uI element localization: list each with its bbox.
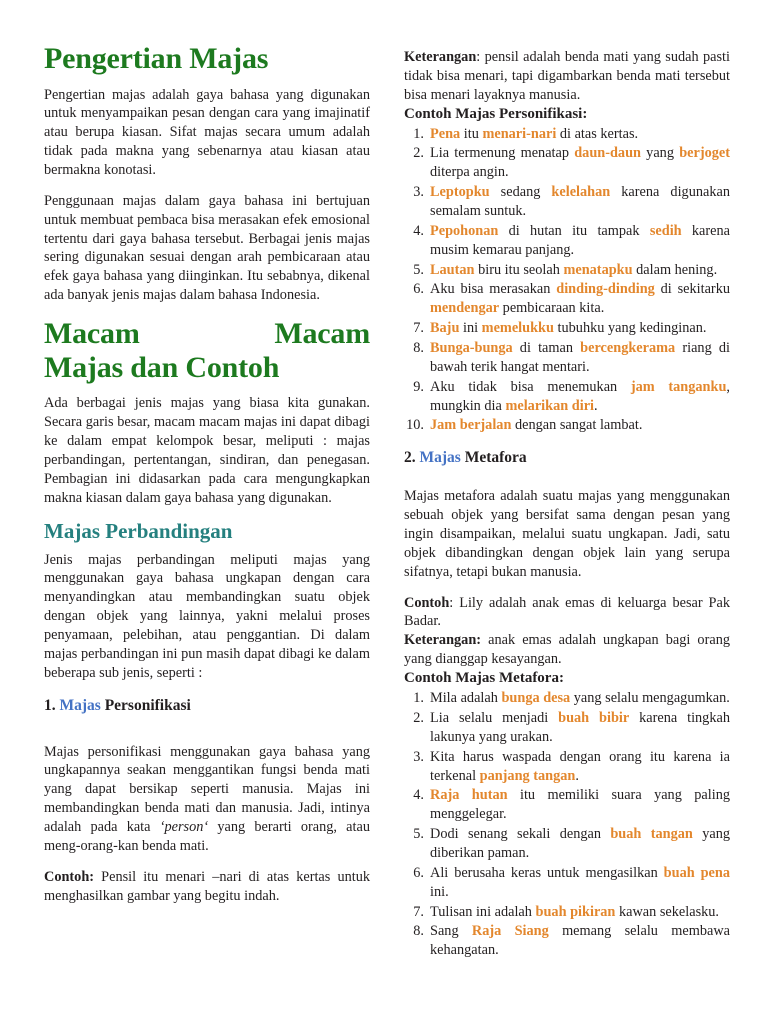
list-item bbox=[430, 825, 730, 863]
metafora-paragraph: Majas metafora adalah suatu majas yang menggunakan sebuah objek yang bersifat sama dengan pesan yang ingin disampaikan, melalui suatu ungkapan. Jadi, satu objek dibandingkan dengan objek lain yang serupa sifatnya, tetapi bukan manusia. bbox=[404, 488, 730, 580]
intro-paragraph-2: Penggunaan majas dalam gaya bahasa ini bertujuan untuk membuat pembaca bisa merasakan efek emosional tertentu dari gaya bahasa tersebut. Berbagai jenis majas sering digunakan sesuai dengan arah pembicaraan atau efek gaya bahasa yang diinginkan. Itu sebabnya, dikenal ada banyak jenis majas dalam bahasa Indonesia. bbox=[44, 192, 370, 304]
highlighted-term: bunga desa bbox=[501, 690, 571, 707]
personifikasi-paragraph-a: Majas personifikasi menggunakan gaya bahasa yang ungkapannya seakan menggantikan fungsi benda mati yang dapat bersikap seperti manusia. Majas ini membandingkan benda mati dan manusia. Jadi, intinya adalah pada kata bbox=[44, 743, 370, 836]
highlighted-term: dinding-dinding bbox=[556, 281, 655, 298]
highlighted-term: sedih bbox=[649, 222, 682, 239]
highlighted-term: menari-nari bbox=[482, 125, 557, 142]
list-item-text: memang selalu membawa kehangatan. bbox=[430, 923, 730, 959]
metafora-example-list bbox=[404, 689, 730, 960]
section-heading-line-2 bbox=[44, 351, 370, 385]
heading-contoh-personifikasi: Contoh Majas Personifikasi: bbox=[404, 105, 588, 122]
list-item bbox=[430, 864, 730, 902]
left-column bbox=[44, 42, 370, 917]
list-item-text: yang diberikan paman. bbox=[430, 826, 730, 861]
list-item-text: karena tingkah lakunya yang urakan. bbox=[430, 709, 730, 745]
list-item-text: biru itu seolah bbox=[474, 261, 564, 278]
heading-majas-personifikasi bbox=[44, 697, 370, 715]
list-item bbox=[430, 903, 730, 922]
list-item bbox=[430, 261, 730, 280]
highlighted-term: Pepohonan bbox=[430, 222, 499, 239]
list-item-text: dengan sangat lambat. bbox=[511, 417, 643, 434]
metafora-contoh bbox=[404, 594, 730, 632]
list-item-text: tubuhku yang kedinginan. bbox=[553, 320, 707, 337]
highlighted-term: buah pena bbox=[663, 864, 730, 881]
list-item-text: ini bbox=[459, 320, 482, 337]
list-item-text: Aku bisa merasakan bbox=[430, 281, 557, 298]
personifikasi-contoh-label: Contoh: bbox=[44, 868, 95, 885]
spacer bbox=[404, 473, 730, 487]
list-item bbox=[430, 280, 730, 318]
list-item-text: sedang bbox=[489, 184, 552, 201]
list-item-text: Aku tidak bisa menemukan bbox=[430, 378, 631, 395]
list-item bbox=[430, 786, 730, 824]
highlighted-term: buah bibir bbox=[558, 709, 630, 726]
highlighted-term: daun-daun bbox=[574, 145, 641, 162]
highlighted-term: Bunga-bunga bbox=[430, 340, 513, 357]
list-item-text: . bbox=[594, 397, 598, 414]
heading-contoh-metafora: Contoh Majas Metafora: bbox=[404, 670, 564, 687]
list-item-text: Tulisan ini adalah bbox=[430, 903, 536, 920]
list-item-text: karena musim kemarau panjang. bbox=[430, 222, 731, 258]
list-item bbox=[430, 378, 730, 416]
section-paragraph: Ada berbagai jenis majas yang biasa kita gunakan. Secara garis besar, macam macam majas ini dapat dibagi ke dalam empat kelompok besar, meliputi : majas perbandingan, pertentangan, sindiran, dan penegasan. Pembagian ini didasarkan pada cara mengungkapkan makna kiasan dalam gaya bahasa yang digunakan. bbox=[44, 395, 370, 506]
list-item-text: Kita harus waspada dengan orang itu karena ia terkenal bbox=[430, 748, 730, 784]
highlighted-term: melarikan diri bbox=[505, 397, 595, 414]
highlighted-term: Raja hutan bbox=[430, 787, 508, 804]
list-item-text: . bbox=[575, 767, 579, 784]
metafora-contoh-label: Contoh bbox=[404, 594, 450, 611]
list-item bbox=[430, 709, 730, 747]
personifikasi-heading-rest: Personifikasi bbox=[104, 696, 191, 714]
keterangan-personifikasi bbox=[404, 48, 730, 105]
perbandingan-paragraph: Jenis majas perbandingan meliputi majas yang menggunakan gaya bahasa ungkapan dengan cara menyandingkan atau membandingkan suatu objek dengan objek yang lainnya, yakni melalui proses penyamaan, pelebihan, atau penggantian. Di dalam majas perbandingan ini pun masih dapat dibagi ke dalam beberapa sub jenis, seperti : bbox=[44, 551, 370, 681]
highlighted-term: kelelahan bbox=[551, 184, 611, 201]
metafora-heading-accent: Majas bbox=[419, 449, 461, 467]
highlighted-term: Pena bbox=[430, 125, 461, 142]
list-item-text: Lia selalu menjadi bbox=[430, 709, 559, 726]
highlighted-term: bercengkerama bbox=[580, 340, 676, 357]
personifikasi-example-list bbox=[404, 125, 730, 436]
intro-paragraph-1: Pengertian majas adalah gaya bahasa yang digunakan untuk menyampaikan pesan dengan cara yang imajinatif atau berupa kiasan. Sifat majas secara umum adalah tidak pada makna yang sebenarnya atau kiasan atau bermakna konotasi. bbox=[44, 86, 370, 179]
list-item bbox=[430, 748, 730, 786]
highlighted-term: Baju bbox=[430, 320, 460, 337]
list-item bbox=[430, 339, 730, 377]
highlighted-term: menatapku bbox=[563, 261, 633, 278]
list-item-text: Dodi senang sekali dengan bbox=[430, 826, 611, 843]
highlighted-term: mendengar bbox=[430, 300, 500, 317]
list-item-text: riang di bawah terik hangat mentari. bbox=[430, 340, 730, 375]
list-item-text: karena digunakan semalam suntuk. bbox=[430, 184, 730, 220]
list-item-text: pembicaraan kita. bbox=[499, 300, 605, 317]
list-item bbox=[430, 319, 730, 338]
spacer bbox=[44, 721, 370, 743]
page-title: Pengertian Majas bbox=[44, 42, 269, 75]
section-heading-macam-majas bbox=[44, 317, 370, 384]
list-item-text: Lia termenung menatap bbox=[430, 145, 575, 162]
list-item bbox=[430, 183, 730, 221]
list-item-text: itu bbox=[460, 125, 483, 142]
list-item-text: di atas kertas. bbox=[556, 125, 639, 142]
list-item bbox=[430, 144, 730, 182]
section-heading-line-1 bbox=[44, 317, 370, 351]
list-item-text: Sang bbox=[430, 923, 472, 940]
list-item-text: Mila adalah bbox=[430, 690, 502, 707]
heading-majas-perbandingan: Majas Perbandingan bbox=[44, 519, 233, 544]
list-item-text: ini. bbox=[430, 883, 449, 900]
highlighted-term: Lautan bbox=[430, 261, 475, 278]
highlighted-term: Jam berjalan bbox=[430, 417, 512, 434]
highlighted-term: buah pikiran bbox=[535, 903, 616, 920]
highlighted-term: Leptopku bbox=[430, 184, 490, 201]
personifikasi-paragraph-b: yang berarti orang, atau meng-orang-kan benda mati. bbox=[44, 819, 370, 854]
list-item bbox=[430, 922, 730, 960]
list-item-text: di taman bbox=[512, 340, 581, 357]
metafora-contoh-text: : Lily adalah anak emas di keluarga besar Pak Badar. bbox=[404, 594, 730, 630]
list-item-text: di sekitarku bbox=[654, 281, 730, 298]
highlighted-term: berjoget bbox=[679, 145, 730, 162]
heading-majas-metafora bbox=[404, 449, 730, 467]
keterangan-text: : pensil adalah benda mati yang sudah pasti tidak bisa menari, tapi digambarkan benda mati tersebut bisa menari layaknya manusia. bbox=[404, 49, 730, 103]
highlighted-term: panjang tangan bbox=[479, 767, 576, 784]
personifikasi-contoh-text: Pensil itu menari –nari di atas kertas untuk menghasilkan gambar yang begitu indah. bbox=[44, 868, 371, 904]
list-item-text: di hutan itu tampak bbox=[498, 222, 650, 239]
list-item-text: , mungkin dia bbox=[430, 378, 730, 414]
list-item bbox=[430, 222, 730, 260]
list-item-text: yang bbox=[640, 145, 680, 162]
highlighted-term: jam tanganku bbox=[630, 378, 727, 395]
list-item-text: itu memiliki suara yang paling menggelegar. bbox=[430, 787, 730, 823]
highlighted-term: memelukku bbox=[481, 320, 554, 337]
personifikasi-heading-number: 1. bbox=[44, 696, 56, 714]
right-column bbox=[404, 42, 730, 961]
two-column-layout bbox=[44, 42, 732, 961]
metafora-keterangan-label: Keterangan: bbox=[404, 632, 482, 649]
highlighted-term: Raja Siang bbox=[471, 923, 549, 940]
personifikasi-quote-person: ‘person‘ bbox=[159, 819, 209, 836]
section-heading-word-a: Macam bbox=[44, 317, 140, 351]
list-item bbox=[430, 689, 730, 708]
metafora-keterangan-text: anak emas adalah ungkapan bagi orang yang dianggap kesayangan. bbox=[404, 632, 730, 668]
personifikasi-paragraph bbox=[44, 743, 370, 856]
list-item-text: diterpa angin. bbox=[430, 164, 509, 181]
personifikasi-heading-accent: Majas bbox=[59, 696, 101, 714]
list-item-text: kawan sekelasku. bbox=[615, 903, 720, 920]
list-item-text: dalam hening. bbox=[632, 261, 718, 278]
metafora-heading-number: 2. bbox=[404, 449, 416, 467]
personifikasi-contoh bbox=[44, 868, 370, 906]
section-heading-line-2-text: Majas dan Contoh bbox=[44, 350, 280, 384]
keterangan-label: Keterangan bbox=[404, 49, 477, 65]
section-heading-word-b: Macam bbox=[274, 317, 370, 351]
metafora-heading-rest: Metafora bbox=[464, 449, 527, 467]
list-item-text: Ali berusaha keras untuk mengasilkan bbox=[430, 864, 664, 881]
list-item bbox=[430, 125, 730, 144]
highlighted-term: buah tangan bbox=[610, 826, 693, 843]
list-item-text: yang selalu mengagumkan. bbox=[570, 690, 730, 707]
metafora-keterangan bbox=[404, 631, 730, 669]
list-item bbox=[430, 416, 730, 435]
